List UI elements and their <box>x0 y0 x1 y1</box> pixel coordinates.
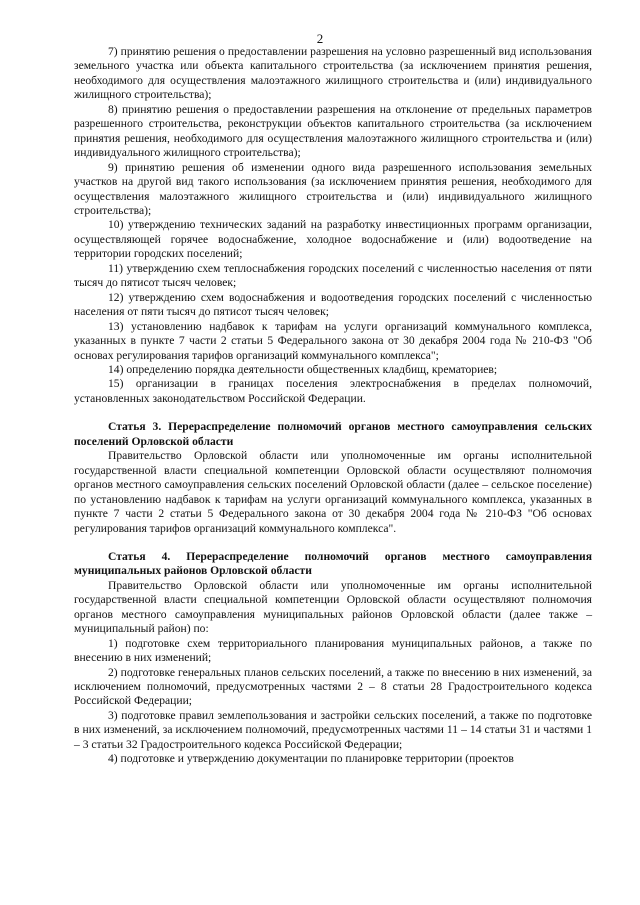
list-item-11: 11) утверждению схем теплоснабжения городских поселений с численностью населения от пяти тысяч до пятисот тысяч человек; <box>74 261 592 290</box>
article-4-text: Правительство Орловской области или уполномоченные им органы исполнительной государственной власти специальной компетенции Орловской области осуществляют полномочия органов местного самоуправления муниципальных районов Орловской области (далее также – муниципальный район) по: <box>74 578 592 636</box>
article-3-text: Правительство Орловской области или уполномоченные им органы исполнительной государственной власти специальной компетенции Орловской области осуществляют полномочия органов местного самоуправления сельских поселений Орловской области (далее – сельское поселение) по установлению надбавок к тарифам на услуги организаций коммунального комплекса, указанных в пункте 7 части 2 статьи 5 Федерального закона от 30 декабря 2004 года № 210-ФЗ "Об основах регулирования тарифов организаций коммунального комплекса". <box>74 449 592 535</box>
list-item-8: 8) принятию решения о предоставлении разрешения на отклонение от предельных параметров разрешенного строительства, реконструкции объектов капитального строительства (за исключением принятия решения, необходимого для осуществления малоэтажного жилищного строительства и (или) индивидуального жилищного строительства); <box>74 102 592 160</box>
list-item-10: 10) утверждению технических заданий на разработку инвестиционных программ организации, осуществляющей горячее водоснабжение, холодное водоснабжение и (или) водоотведение на территории городских поселений; <box>74 218 592 261</box>
article-3-heading: Статья 3. Перераспределение полномочий органов местного самоуправления сельских поселений Орловской области <box>74 420 592 448</box>
section-gap <box>74 406 592 420</box>
list-item-14: 14) определению порядка деятельности общественных кладбищ, крематориев; <box>108 362 498 376</box>
article-4-item-1: 1) подготовке схем территориального планирования муниципальных районов, а также по внесению в них изменений; <box>74 636 592 665</box>
list-item-12: 12) утверждению схем водоснабжения и водоотведения городских поселений с численностью населения от пяти тысяч до пятисот тысяч человек; <box>74 290 592 319</box>
list-item-9: 9) принятию решения об изменении одного вида разрешенного использования земельных участков на другой вид такого использования (за исключением принятия решения, необходимого для осуществления малоэтажного жилищного строительства и (или) индивидуального жилищного строительства); <box>74 160 592 217</box>
document-body <box>74 45 592 767</box>
page-number: 2 <box>316 31 324 46</box>
section-gap <box>74 536 592 550</box>
list-item-15: 15) организации в границах поселения электроснабжения в пределах полномочий, установленных законодательством Российской Федерации. <box>74 377 592 405</box>
list-item-13: 13) установлению надбавок к тарифам на услуги организаций коммунального комплекса, указанных в пункте 7 части 2 статьи 5 Федерального закона от 30 декабря 2004 года № 210-ФЗ "Об основах регулирования тарифов организаций коммунального комплекса"; <box>74 319 592 362</box>
article-4-heading: Статья 4. Перераспределение полномочий органов местного самоуправления муниципальных районов Орловской области <box>74 549 592 578</box>
article-4-item-4: 4) подготовке и утверждению документации по планировке территории (проектов <box>108 752 514 766</box>
article-4-item-2: 2) подготовке генеральных планов сельских поселений, а также по внесению в них изменений, за исключением полномочий, предусмотренных частями 2 – 8 статьи 28 Градостроительного кодекса Российской Федерации; <box>74 665 592 708</box>
article-4-item-3: 3) подготовке правил землепользования и застройки сельских поселений, а также по подготовке в них изменений, за исключением полномочий, предусмотренных частями 11 – 14 статьи 31 и частями 1 – 3 статьи 32 Градостроительного кодекса Российской Федерации; <box>74 708 592 751</box>
list-item-7: 7) принятию решения о предоставлении разрешения на условно разрешенный вид использования земельного участка или объекта капитального строительства (за исключением принятия решения, необходимого для осуществления малоэтажного жилищного строительства и (или) индивидуального жилищного строительства); <box>74 45 592 102</box>
